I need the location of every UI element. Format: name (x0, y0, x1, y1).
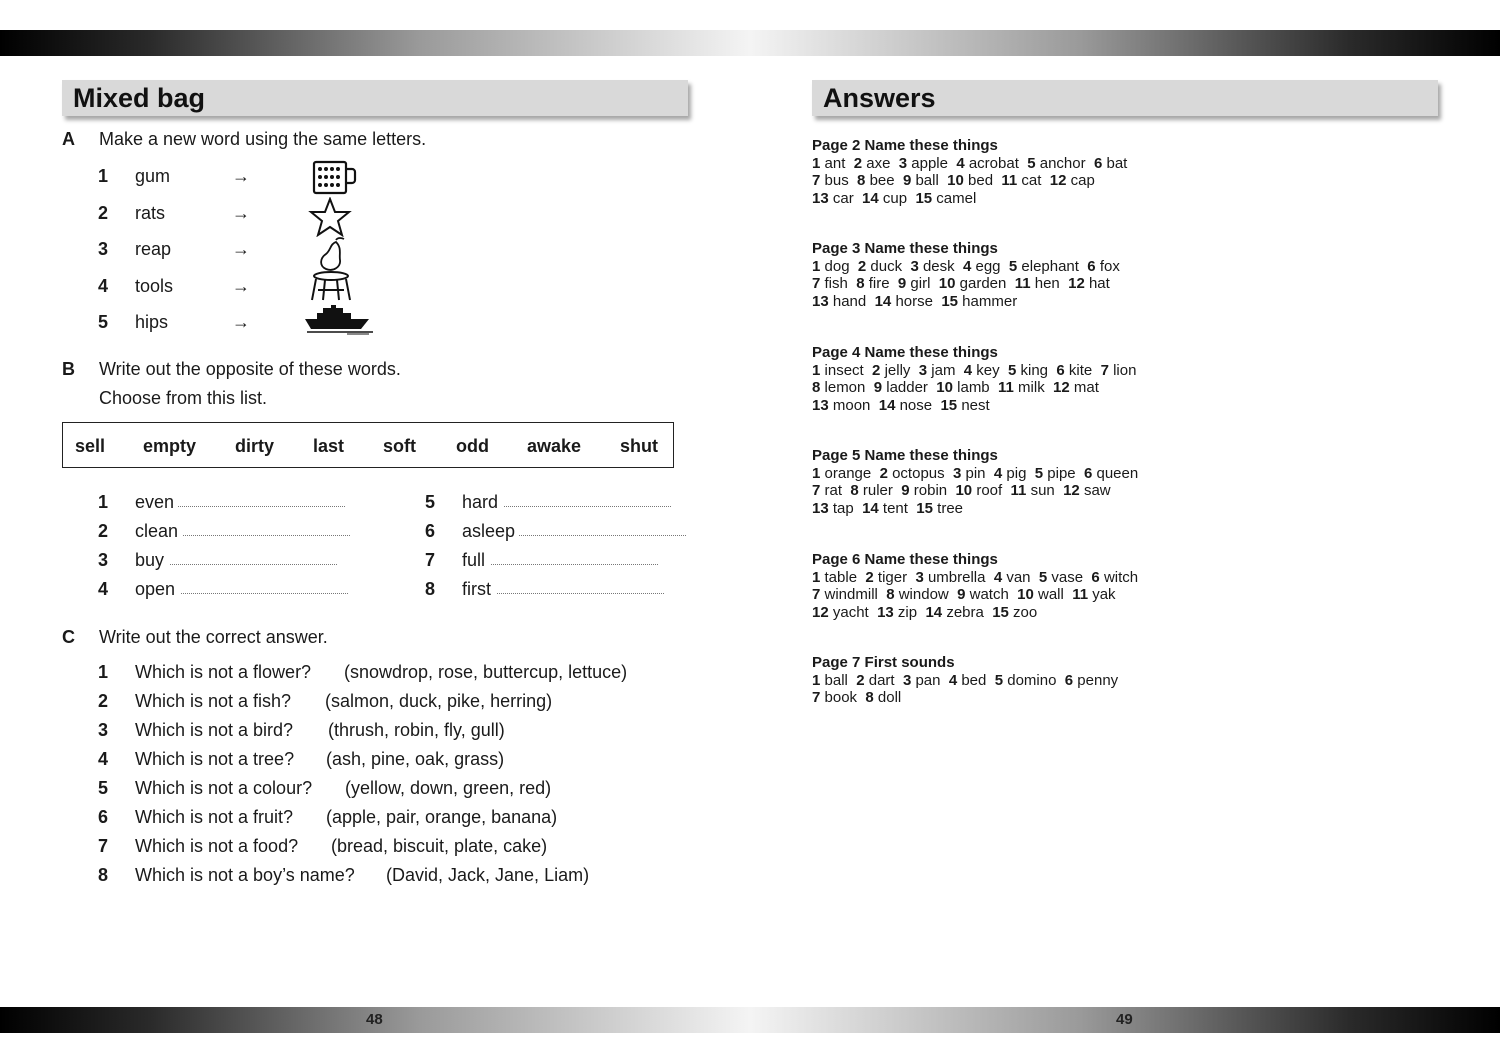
item-number: 1 (98, 166, 109, 186)
answer-number: 3 (915, 568, 924, 586)
answer-number: 15 (915, 190, 933, 208)
word-list-item: empty (143, 436, 197, 456)
answer-number: 12 (1053, 379, 1070, 397)
answer-word: girl (910, 275, 931, 293)
answer-word: lamb (957, 379, 990, 397)
answer-line[interactable] (519, 535, 686, 536)
question-options: (thrush, robin, fly, gull) (328, 720, 505, 740)
answer-word: rat (824, 482, 843, 500)
answer-word: duck (870, 257, 903, 275)
arrow-icon: → (232, 203, 250, 223)
answer-block (812, 344, 1136, 415)
answer-word: vase (1051, 568, 1084, 586)
item-word: even (135, 492, 175, 512)
answer-number: 15 (940, 397, 958, 415)
answer-number: 2 (879, 464, 888, 482)
section-c-letter: C (62, 627, 75, 647)
answer-word: milk (1018, 379, 1045, 397)
answer-block-title: Page 4 Name these things (812, 344, 998, 361)
answer-word: penny (1077, 671, 1119, 689)
answer-word: bee (869, 172, 895, 190)
answer-number: 9 (902, 172, 912, 190)
stool-icon (310, 270, 352, 302)
answer-line (812, 362, 1136, 380)
item-word: gum (135, 166, 171, 186)
section-b-instruction-2: Choose from this list. (99, 388, 268, 408)
answer-number: 15 (916, 500, 933, 518)
answer-block (812, 654, 1118, 707)
arrow-icon: → (232, 166, 250, 186)
answer-word: book (824, 689, 858, 707)
item-word: open (135, 579, 176, 599)
answer-word: orange (824, 464, 872, 482)
answer-word: van (1006, 568, 1031, 586)
answer-block-title: Page 7 First sounds (812, 654, 955, 671)
answer-word: sun (1030, 482, 1055, 500)
answer-line (812, 397, 1136, 415)
arrow-icon: → (232, 276, 250, 296)
answer-number: 12 (1068, 275, 1085, 293)
answer-line[interactable] (183, 535, 350, 536)
answer-line (812, 672, 1118, 690)
answer-word: tiger (877, 568, 908, 586)
item-word: rats (135, 203, 166, 223)
answer-number: 10 (955, 482, 973, 500)
answer-number: 10 (947, 172, 964, 190)
page-number-right: 49 (1116, 1011, 1133, 1028)
item-number: 6 (98, 807, 109, 827)
answer-number: 1 (812, 361, 821, 379)
answer-word: ball (915, 172, 939, 190)
answer-number: 10 (1017, 586, 1034, 604)
answer-word: wall (1038, 586, 1064, 604)
answer-number: 10 (936, 379, 953, 397)
item-number: 5 (98, 778, 109, 798)
answer-number: 9 (873, 379, 883, 397)
section-a-instruction: Make a new word using the same letters. (99, 129, 427, 149)
answer-word: kite (1068, 361, 1093, 379)
answer-line[interactable] (170, 564, 337, 565)
answer-number: 13 (812, 397, 829, 415)
word-list-item: dirty (235, 436, 275, 456)
item-word: full (462, 550, 486, 570)
question-options: (David, Jack, Jane, Liam) (386, 865, 590, 885)
item-word: hard (462, 492, 499, 512)
answer-number: 2 (853, 154, 863, 172)
answer-number: 4 (963, 361, 973, 379)
answer-word: fish (824, 275, 848, 293)
answer-number: 4 (956, 154, 965, 172)
bottom-gradient-bar (0, 1007, 1500, 1033)
answer-word: doll (877, 689, 902, 707)
arrow-icon: → (232, 312, 250, 332)
answer-number: 6 (1083, 464, 1093, 482)
word-list-item: shut (620, 436, 658, 456)
answer-word: fire (868, 275, 890, 293)
answer-number: 13 (877, 604, 894, 622)
answer-word: witch (1103, 568, 1139, 586)
answer-number: 8 (856, 275, 865, 293)
answer-number: 12 (1063, 482, 1080, 500)
answer-word: anchor (1039, 154, 1086, 172)
answer-word: window (898, 586, 949, 604)
answer-word: tree (937, 500, 964, 518)
answer-number: 1 (812, 154, 821, 172)
answer-word: zip (897, 604, 918, 622)
answer-line[interactable] (178, 506, 345, 507)
answer-block (812, 447, 1138, 518)
question-options: (salmon, duck, pike, herring) (325, 691, 553, 711)
answer-word: ruler (862, 482, 893, 500)
question-options: (ash, pine, oak, grass) (326, 749, 505, 769)
answer-number: 15 (992, 604, 1009, 622)
item-number: 4 (98, 749, 109, 769)
mixed-bag-heading: Mixed bag (62, 80, 688, 116)
question-text: Which is not a boy’s name? (135, 865, 355, 885)
answer-line (812, 465, 1138, 483)
answer-line (812, 275, 1120, 293)
answer-word: dog (824, 257, 850, 275)
answer-word: jam (931, 361, 956, 379)
answer-number: 8 (886, 586, 895, 604)
answer-line (812, 379, 1136, 397)
answer-number: 9 (957, 586, 966, 604)
answer-line (812, 258, 1120, 276)
answer-line (812, 689, 1118, 707)
answer-number: 11 (1014, 275, 1031, 293)
word-list-item: odd (456, 436, 489, 456)
answer-number: 2 (865, 568, 874, 586)
answer-number: 6 (1064, 671, 1074, 689)
answer-word: hand (832, 293, 867, 311)
answer-number: 7 (812, 482, 821, 500)
answer-number: 9 (897, 275, 907, 293)
answer-number: 3 (952, 464, 962, 482)
item-number: 6 (425, 521, 436, 541)
answer-word: hen (1034, 275, 1060, 293)
item-number: 2 (98, 521, 109, 541)
word-list-item: soft (383, 436, 416, 456)
answer-block-title: Page 2 Name these things (812, 137, 998, 154)
answer-word: robin (913, 482, 948, 500)
answer-word: ant (824, 154, 846, 172)
section-b-letter: B (62, 359, 75, 379)
answer-number: 2 (872, 361, 881, 379)
section-c-instruction: Write out the correct answer. (99, 627, 328, 647)
answer-number: 8 (865, 689, 874, 707)
answer-block-title: Page 3 Name these things (812, 240, 998, 257)
answer-line (812, 569, 1138, 587)
answer-word: nest (961, 397, 990, 415)
answer-line[interactable] (497, 593, 664, 594)
answer-word: pipe (1047, 464, 1076, 482)
answer-number: 6 (1091, 568, 1100, 586)
word-list-item: awake (527, 436, 582, 456)
answer-word: zoo (1013, 604, 1038, 622)
mug-icon (310, 158, 358, 196)
answer-number: 13 (812, 293, 829, 311)
answer-number: 7 (812, 586, 821, 604)
answer-word: watch (969, 586, 1009, 604)
answer-word: egg (975, 257, 1001, 275)
answer-word: roof (976, 482, 1003, 500)
answer-number: 14 (925, 604, 943, 622)
word-list-item: sell (75, 436, 106, 456)
answer-block-title: Page 5 Name these things (812, 447, 998, 464)
answer-word: pin (965, 464, 986, 482)
item-number: 3 (98, 720, 109, 740)
answer-number: 11 (1072, 586, 1089, 604)
answer-word: windmill (824, 586, 878, 604)
answer-word: axe (866, 154, 891, 172)
answer-word: bed (961, 671, 987, 689)
answer-number: 4 (948, 671, 958, 689)
answer-word: tent (882, 500, 908, 518)
answer-number: 3 (910, 257, 919, 275)
answer-line (812, 293, 1120, 311)
answer-word: key (976, 361, 1000, 379)
answer-word: nose (899, 397, 933, 415)
answer-word: yacht (832, 604, 869, 622)
answer-word: desk (922, 257, 955, 275)
answer-word: garden (959, 275, 1007, 293)
answer-number: 2 (856, 671, 865, 689)
answer-number: 5 (1027, 154, 1036, 172)
answer-word: octopus (892, 464, 945, 482)
answer-number: 8 (812, 379, 821, 397)
answer-number: 15 (941, 293, 958, 311)
item-word: buy (135, 550, 165, 570)
answer-word: king (1020, 361, 1049, 379)
answer-number: 14 (878, 397, 896, 415)
question-options: (yellow, down, green, red) (345, 778, 552, 798)
answer-line (812, 190, 1127, 208)
answer-number: 14 (862, 190, 879, 208)
answer-word: hat (1088, 275, 1110, 293)
answer-word: bus (824, 172, 849, 190)
item-number: 4 (98, 276, 109, 296)
answer-word: camel (936, 190, 977, 208)
answer-number: 7 (812, 172, 821, 190)
answer-word: yak (1092, 586, 1116, 604)
answer-number: 5 (1034, 464, 1044, 482)
arrow-icon: → (232, 239, 250, 259)
answer-number: 1 (812, 671, 821, 689)
answer-number: 5 (994, 671, 1004, 689)
answer-word: cap (1070, 172, 1095, 190)
answer-word: jelly (884, 361, 911, 379)
answer-number: 9 (901, 482, 910, 500)
answer-line (812, 604, 1138, 622)
answers-heading: Answers (812, 80, 1438, 116)
answer-line[interactable] (504, 506, 671, 507)
item-number: 1 (98, 662, 109, 682)
answer-number: 13 (812, 190, 829, 208)
answer-number: 5 (1008, 257, 1018, 275)
answer-word: cat (1021, 172, 1042, 190)
item-number: 1 (98, 492, 109, 512)
item-number: 5 (425, 492, 436, 512)
item-word: reap (135, 239, 172, 259)
question-text: Which is not a food? (135, 836, 299, 856)
answer-block (812, 551, 1138, 622)
item-word: first (462, 579, 491, 599)
section-a-letter: A (62, 129, 75, 149)
item-number: 2 (98, 691, 109, 711)
item-number: 8 (98, 865, 109, 885)
question-text: Which is not a colour? (135, 778, 313, 798)
answer-number: 14 (862, 500, 879, 518)
answer-word: domino (1007, 671, 1057, 689)
question-text: Which is not a flower? (135, 662, 312, 682)
answer-word: zebra (946, 604, 984, 622)
answer-line (812, 155, 1127, 173)
answer-word: acrobat (968, 154, 1019, 172)
answer-number: 3 (918, 361, 928, 379)
answer-word: bed (968, 172, 994, 190)
answer-number: 11 (1010, 482, 1027, 500)
answer-number: 6 (1093, 154, 1103, 172)
top-gradient-bar (0, 30, 1500, 56)
answer-word: cup (882, 190, 908, 208)
answer-number: 11 (1001, 172, 1018, 190)
answer-word: mat (1073, 379, 1099, 397)
answer-number: 7 (812, 275, 821, 293)
answer-word: pig (1006, 464, 1027, 482)
answer-number: 1 (812, 464, 821, 482)
answer-number: 8 (857, 172, 866, 190)
answer-line (812, 172, 1127, 190)
item-number: 5 (98, 312, 109, 332)
item-number: 3 (98, 239, 109, 259)
answer-number: 6 (1087, 257, 1096, 275)
section-b-instruction: Write out the opposite of these words. (99, 359, 401, 379)
answer-word: horse (895, 293, 933, 311)
item-word: asleep (462, 521, 516, 541)
answer-word: insect (824, 361, 864, 379)
item-number: 7 (98, 836, 109, 856)
answer-number: 13 (812, 500, 829, 518)
answer-block (812, 137, 1127, 208)
word-list-item: last (313, 436, 345, 456)
question-text: Which is not a bird? (135, 720, 294, 740)
answer-number: 5 (1038, 568, 1048, 586)
answer-word: elephant (1021, 257, 1079, 275)
answer-number: 12 (812, 604, 829, 622)
answer-word: tap (832, 500, 854, 518)
question-options: (bread, biscuit, plate, cake) (331, 836, 548, 856)
item-word: hips (135, 312, 169, 332)
star-icon (308, 197, 352, 237)
answer-block (812, 240, 1120, 311)
answer-word: umbrella (927, 568, 986, 586)
answer-word: lion (1113, 361, 1137, 379)
answer-line[interactable] (491, 564, 658, 565)
word-list-box (62, 422, 674, 468)
answer-line (812, 586, 1138, 604)
answer-number: 2 (857, 257, 867, 275)
answer-number: 4 (993, 464, 1003, 482)
answer-line (812, 500, 1138, 518)
answer-word: pan (915, 671, 941, 689)
answer-number: 1 (812, 568, 821, 586)
answer-number: 10 (938, 275, 956, 293)
answer-number: 11 (998, 379, 1014, 397)
answer-word: bat (1106, 154, 1128, 172)
answer-number: 5 (1007, 361, 1017, 379)
question-options: (apple, pair, orange, banana) (326, 807, 558, 827)
answer-number: 8 (850, 482, 859, 500)
answer-number: 4 (962, 257, 972, 275)
item-number: 4 (98, 579, 109, 599)
answer-line (812, 482, 1138, 500)
question-text: Which is not a fish? (135, 691, 292, 711)
answer-word: queen (1096, 464, 1139, 482)
answer-block-title: Page 6 Name these things (812, 551, 998, 568)
ship-icon (303, 305, 375, 335)
answer-word: dart (868, 671, 895, 689)
answer-number: 7 (1100, 361, 1109, 379)
answer-number: 12 (1049, 172, 1067, 190)
answer-word: hammer (962, 293, 1018, 311)
answer-word: ladder (886, 379, 928, 397)
answer-word: saw (1083, 482, 1111, 500)
answer-word: lemon (824, 379, 866, 397)
item-number: 2 (98, 203, 109, 223)
answer-number: 3 (898, 154, 908, 172)
item-number: 3 (98, 550, 109, 570)
answer-word: apple (911, 154, 948, 172)
answer-number: 4 (993, 568, 1003, 586)
question-options: (snowdrop, rose, buttercup, lettuce) (344, 662, 628, 682)
answer-number: 7 (812, 689, 821, 707)
item-word: tools (135, 276, 174, 296)
page-number-left: 48 (366, 1011, 383, 1028)
answer-number: 1 (812, 257, 821, 275)
answer-word: moon (832, 397, 871, 415)
item-number: 7 (425, 550, 436, 570)
answer-number: 14 (874, 293, 892, 311)
answer-word: table (824, 568, 858, 586)
item-number: 8 (425, 579, 436, 599)
question-text: Which is not a fruit? (135, 807, 294, 827)
pear-icon (314, 236, 350, 272)
answer-number: 3 (902, 671, 912, 689)
answer-word: fox (1099, 257, 1120, 275)
answer-line[interactable] (181, 593, 348, 594)
answer-number: 6 (1056, 361, 1065, 379)
item-word: clean (135, 521, 179, 541)
answer-word: car (832, 190, 854, 208)
question-text: Which is not a tree? (135, 749, 295, 769)
answer-word: ball (824, 671, 848, 689)
